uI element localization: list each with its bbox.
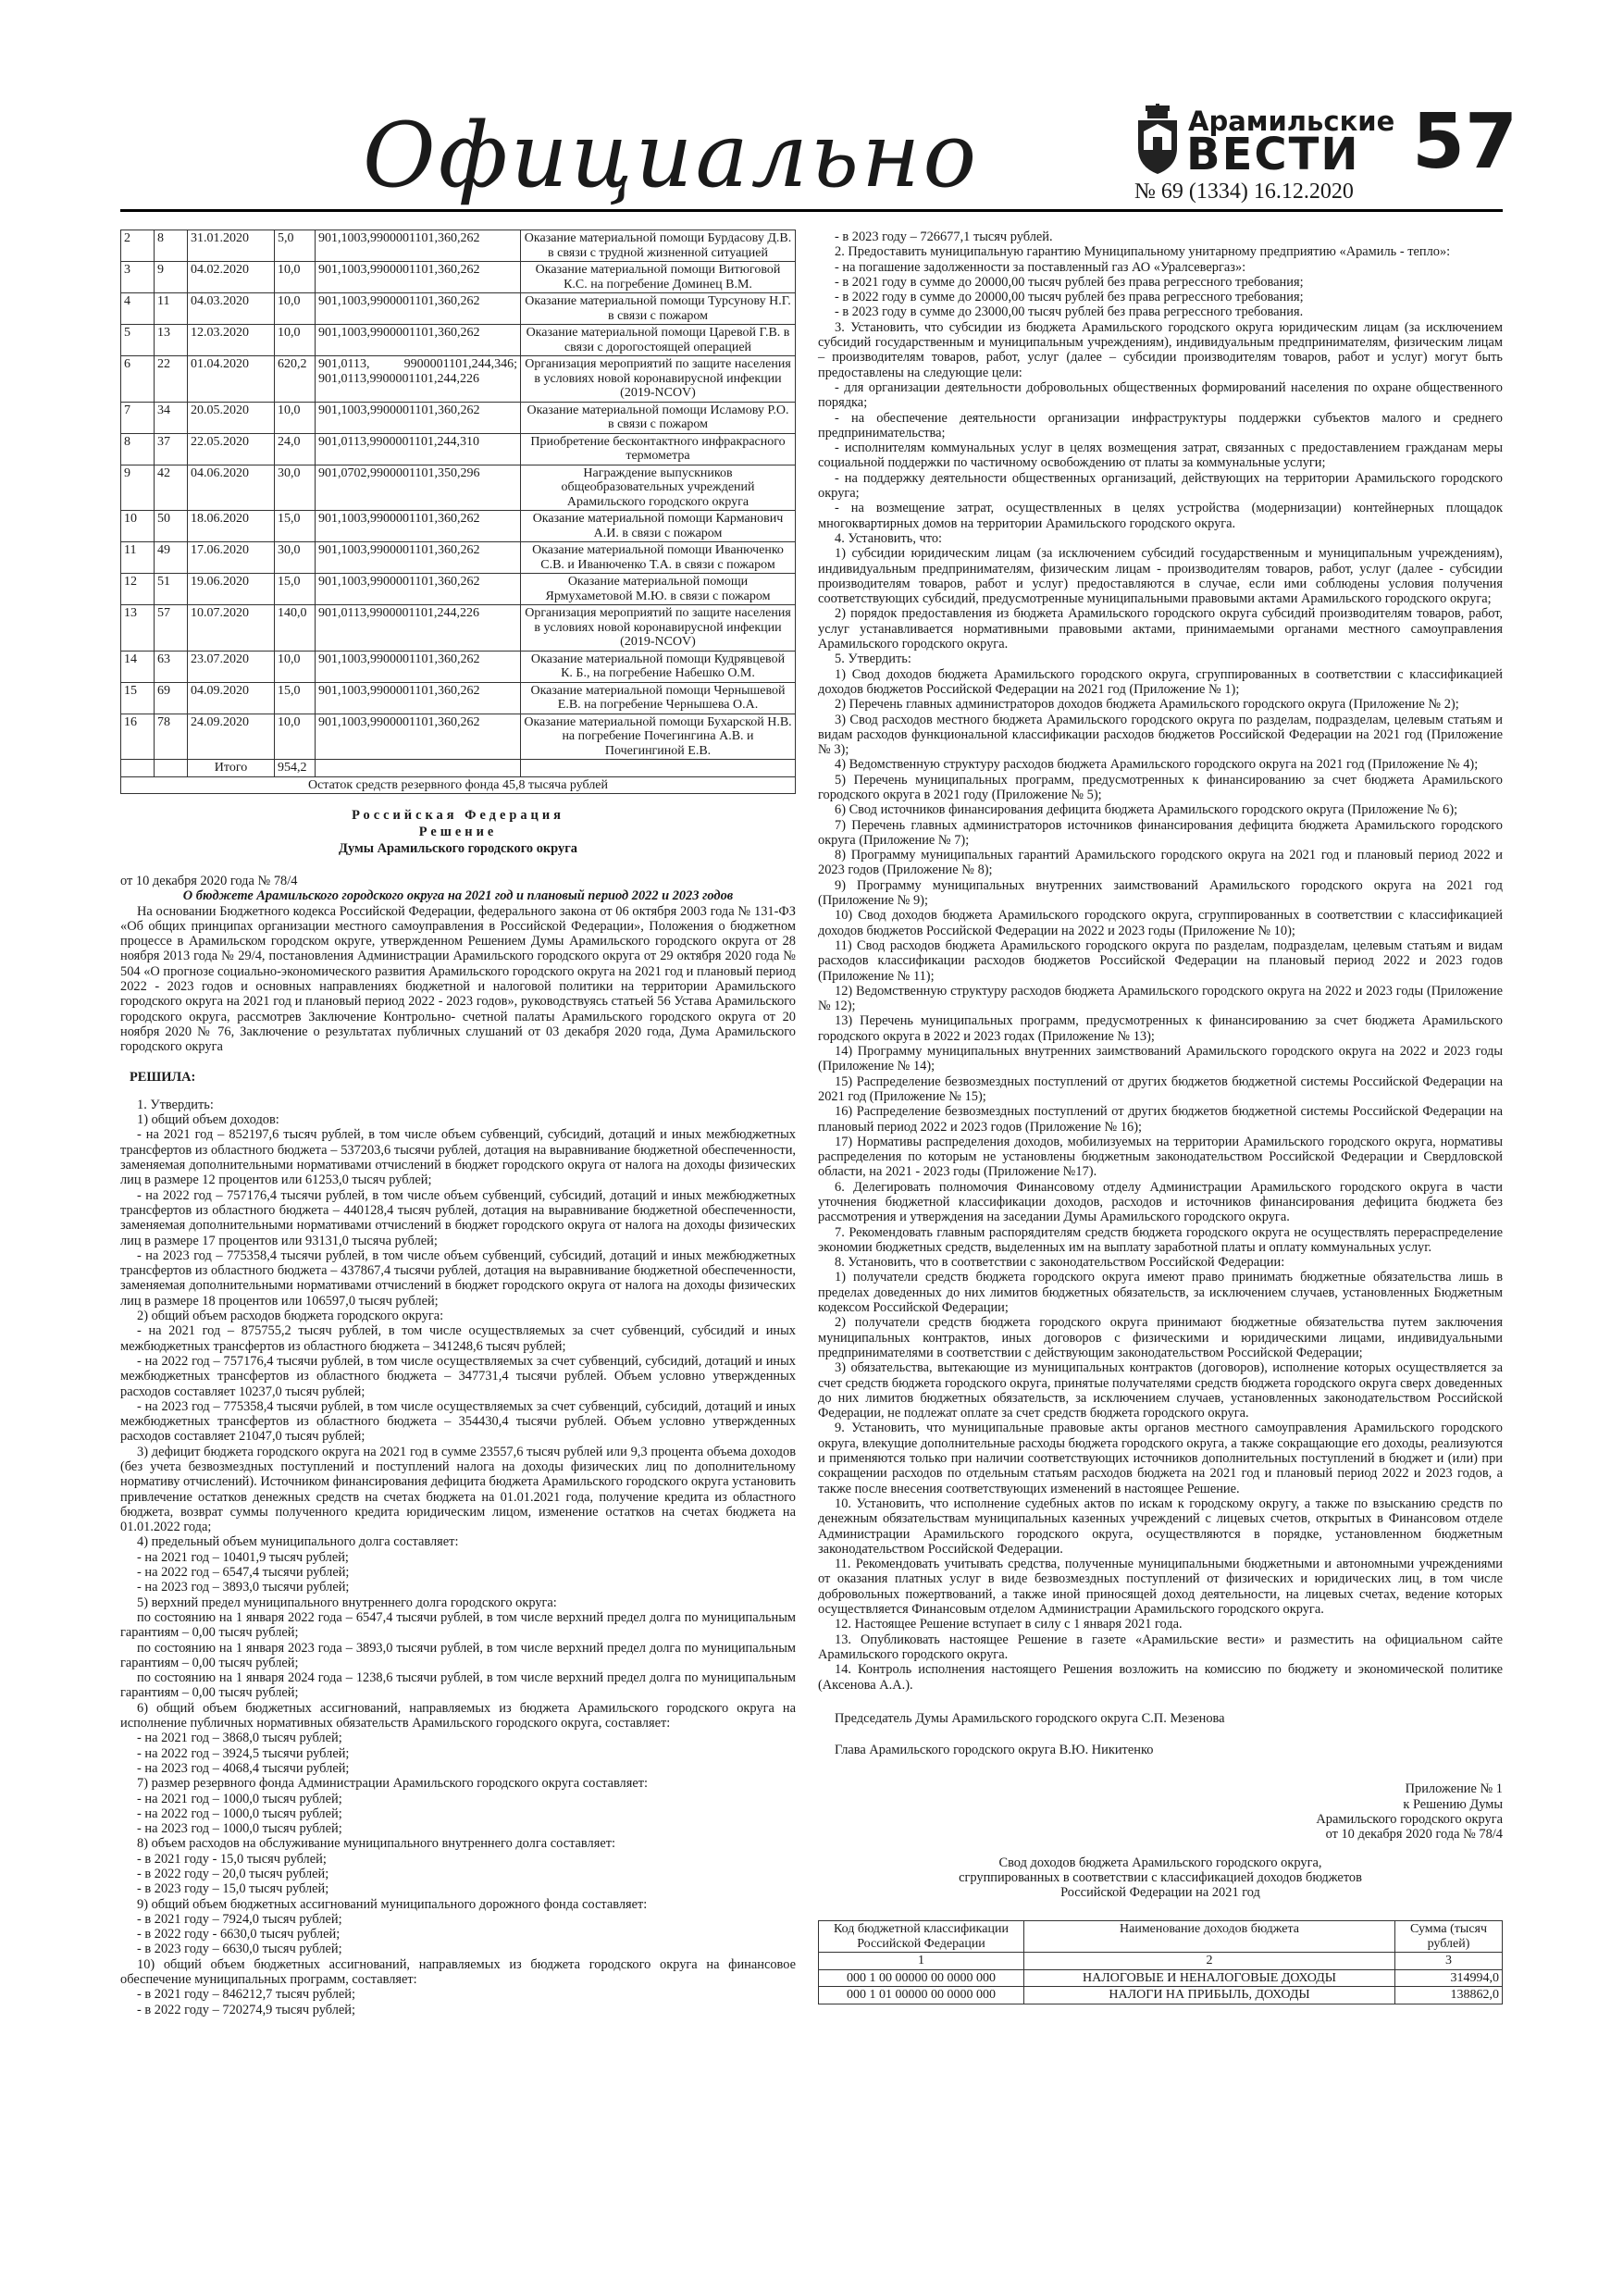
decree-paragraph: по состоянию на 1 января 2022 года – 6547,4 тысячи рублей, в том числе верхний предел долга по муниципальным гарантиям – 0,00 тысяч рублей; <box>120 1609 796 1641</box>
amount: 15,0 <box>275 574 316 605</box>
decree-paragraph: - для организации деятельности добровольных общественных формирований населения по охране общественного порядка; <box>818 379 1503 411</box>
signature-head: Глава Арамильского городского округа В.Ю. Никитенко <box>835 1743 1154 1758</box>
decree-kind: Решение <box>418 825 498 839</box>
income-name: НАЛОГИ НА ПРИБЫЛЬ, ДОХОДЫ <box>1024 1987 1395 2004</box>
decree-paragraph: 3. Установить, что субсидии из бюджета Арамильского городского округа юридическим лицам (за исключением субсидий государственным и муниципальным учреждениям), индивидуальным предпринимателям, физическим лицам – производителям товаров, работ, услуг (далее – субсидии производителям товаров, работ и услуг) могут быть предоставлены на следующие цели: <box>818 319 1503 380</box>
order-number: 34 <box>155 402 188 433</box>
description: Оказание материальной помощи Витюговой К.С. на погребение Доминец В.М. <box>521 262 796 293</box>
budget-code: 901,0113, 9900001101,244,346; 901,0113,9900001101,244,226 <box>316 356 521 403</box>
table-row <box>121 230 796 262</box>
amount: 10,0 <box>275 651 316 682</box>
decree-paragraph: - в 2021 году - 15,0 тысяч рублей; <box>137 1851 327 1867</box>
amount: 10,0 <box>275 262 316 293</box>
decree-paragraph: - в 2021 году в сумме до 20000,00 тысяч рублей без права регрессного требования; <box>835 274 1304 290</box>
budget-code: 901,1003,9900001101,360,262 <box>316 325 521 356</box>
decree-paragraph: - в 2022 году – 20,0 тысяч рублей; <box>137 1867 329 1881</box>
decree-paragraph: - в 2023 году в сумме до 23000,00 тысяч рублей без права регрессного требования. <box>835 304 1304 320</box>
decree-paragraph: - на 2023 год – 775358,4 тысячи рублей, в том числе объем субвенций, субсидий, дотаций и иных межбюджетных трансфертов из областного бюджета – 437867,4 тысячи рублей, дотация на выравнивание бюджетной обеспеченности, заменяемая дополнительными нормативами отчислений в бюджет городского округа от налога на доходы физических лиц в размере 18 процентов или 106597,0 тысяч рублей; <box>120 1247 796 1309</box>
decree-paragraph: - на 2022 год – 757176,4 тысячи рублей, в том числе объем субвенций, субсидий, дотаций и иных межбюджетных трансфертов из областного бюджета – 440128,4 тысяч рублей, дотация на выравнивание бюджетной обеспеченности, заменяемая дополнительными нормативами отчислений в бюджет городского округа от налога на доходы физических лиц в размере 17 процентов или 93131,0 тысяча рублей; <box>120 1187 796 1248</box>
decree-paragraph: - на 2021 год – 875755,2 тысяч рублей, в том числе осуществляемых за счет субвенций, субсидий и иных межбюджетных трансфертов из областного бюджета – 341248,6 тысяч рублей; <box>120 1323 796 1354</box>
description: Оказание материальной помощи Карманович А.И. в связи с пожаром <box>521 511 796 542</box>
decree-paragraph: - на 2022 год – 1000,0 тысяч рублей; <box>137 1806 342 1821</box>
amount: 10,0 <box>275 293 316 325</box>
decree-paragraph: 14) Программу муниципальных внутренних заимствований Арамильского городского округа на 2022 и 2023 годы (Приложение № 14); <box>818 1044 1503 1074</box>
order-date: 04.03.2020 <box>188 293 275 325</box>
order-date: 04.06.2020 <box>188 465 275 511</box>
row-index: 11 <box>121 542 155 574</box>
order-date: 04.09.2020 <box>188 682 275 714</box>
order-date: 18.06.2020 <box>188 511 275 542</box>
decree-paragraph: - исполнителям коммунальных услуг в целях возмещения затрат, связанных с предоставлением гражданам меры социальной поддержки по частичному освобождению от платы за коммунальные услуги; <box>818 441 1503 471</box>
reserve-fund-table <box>120 230 796 794</box>
order-date: 04.02.2020 <box>188 262 275 293</box>
decree-paragraph: 1) получатели средств бюджета городского округа имеют право принимать бюджетные обязательства лишь в пределах доведенных до них лимитов бюджетных обязательств, за исключением случаев, установленных Бюджетным кодексом Российской Федерации; <box>818 1270 1503 1316</box>
budget-code: 901,1003,9900001101,360,262 <box>316 682 521 714</box>
order-number: 57 <box>155 605 188 652</box>
decree-paragraph: 2. Предоставить муниципальную гарантию Муниципальному унитарному предприятию «Арамиль - тепло»: <box>835 244 1451 260</box>
table-row <box>121 325 796 356</box>
amount: 10,0 <box>275 402 316 433</box>
table-row <box>121 465 796 511</box>
budget-code: 901,1003,9900001101,360,262 <box>316 511 521 542</box>
appendix-title-3: Российской Федерации на 2021 год <box>1060 1885 1260 1901</box>
budget-code: 901,1003,9900001101,360,262 <box>316 574 521 605</box>
newspaper-logo <box>1134 104 1395 180</box>
decree-paragraph: 5) верхний предел муниципального внутреннего долга городского округа: <box>137 1595 557 1610</box>
right-column <box>818 230 1503 2004</box>
decree-paragraph: 3) обязательства, вытекающие из муниципальных контрактов (договоров), исполнение которых осуществляется за счет средств бюджета городского округа, принятые получателями средств бюджета городского округа сверх доведенных до них лимитов бюджетных обязательств, за исключением случаев, установленных законодательством Российской Федерации, не подлежат оплате за счет средств бюджета городского округа. <box>818 1360 1503 1421</box>
decree-paragraph: по состоянию на 1 января 2024 года – 1238,6 тысячи рублей, в том числе верхний предел долга по муниципальным гарантиям – 0,00 тысяч рублей; <box>120 1670 796 1701</box>
decree-paragraph: - в 2022 году – 720274,9 тысяч рублей; <box>137 2002 355 2017</box>
amount: 15,0 <box>275 511 316 542</box>
decree-paragraph: 13. Опубликовать настоящее Решение в газете «Арамильские вести» и разместить на официальном сайте Арамильского городского округа. <box>818 1632 1503 1662</box>
fund-remainder: Остаток средств резервного фонда 45,8 тысяча рублей <box>121 776 796 794</box>
decree-paragraph: - на 2021 год – 3868,0 тысяч рублей; <box>137 1731 342 1746</box>
table-total-row <box>121 760 796 777</box>
appendix-title-2: сгруппированных в соответствии с классификацией доходов бюджетов <box>959 1869 1362 1885</box>
decree-resolved: РЕШИЛА: <box>130 1069 196 1085</box>
budget-code: 901,0702,9900001101,350,296 <box>316 465 521 511</box>
amount: 30,0 <box>275 465 316 511</box>
table-row <box>121 402 796 433</box>
decree-paragraph: 4) Ведомственную структуру расходов бюджета Арамильского городского округа на 2021 год (Приложение № 4); <box>835 757 1479 773</box>
decree-paragraph: 1. Утвердить: <box>137 1097 214 1112</box>
table-row <box>121 433 796 465</box>
description: Оказание материальной помощи Чернышевой Е.В. на погребение Чернышева О.А. <box>521 682 796 714</box>
order-number: 51 <box>155 574 188 605</box>
decree-paragraph: 14. Контроль исполнения настоящего Решения возложить на комиссию по бюджету и экономической политике (Аксенова А.А.). <box>818 1662 1503 1693</box>
decree-paragraph: - на 2021 год – 1000,0 тысяч рублей; <box>137 1791 342 1806</box>
logo-subtitle: Арамильские <box>1188 105 1395 137</box>
row-index: 3 <box>121 262 155 293</box>
decree-paragraph: - в 2021 году – 846212,7 тысяч рублей; <box>137 1987 355 2003</box>
decree-paragraph: 9. Установить, что муниципальные правовые акты органов местного самоуправления Арамильского городского округа, влекущие дополнительные расходы бюджета городского округа, а также сокращающие его доходы, реализуются и применяются только при наличии соответствующих источников дополнительных поступлений в бюджет и (или) при сокращении расходов по отдельным статьям расходов бюджета на 2021 год и плановый период 2022 и 2023 годов, а также после внесения соответствующих изменений в настоящее Решение. <box>818 1421 1503 1496</box>
decree-paragraph: 10) Свод доходов бюджета Арамильского городского округа, сгруппированных в соответствии с классификацией доходов бюджетов Российской Федерации на 2022 и 2023 годы (Приложение № 10); <box>818 908 1503 938</box>
order-number: 11 <box>155 293 188 325</box>
order-number: 37 <box>155 433 188 465</box>
appendix-title <box>818 1855 1503 1901</box>
decree-paragraph: - в 2021 году – 7924,0 тысяч рублей; <box>137 1911 342 1927</box>
order-date: 22.05.2020 <box>188 433 275 465</box>
income-sum: 138862,0 <box>1395 1987 1503 2004</box>
appendix-title-1: Свод доходов бюджета Арамильского городского округа, <box>998 1855 1322 1870</box>
order-number: 50 <box>155 511 188 542</box>
header-rule <box>120 209 1503 212</box>
decree-paragraph: 6) общий объем бюджетных ассигнований, направляемых из бюджета Арамильского городского округа на исполнение публичных нормативных обязательств Арамильского городского округа, составляет: <box>120 1700 796 1731</box>
decree-paragraph: 2) порядок предоставления из бюджета Арамильского городского округа субсидий производителям товаров, работ, услуг устанавливается нормативными правовыми актами, принимаемыми органами местного самоуправления Арамильского городского округа. <box>818 606 1503 652</box>
decree-paragraph: 9) Программу муниципальных внутренних заимствований Арамильского городского округа на 2021 год (Приложение № 9); <box>818 877 1503 909</box>
decree-paragraph: 2) Перечень главных администраторов доходов бюджета Арамильского городского округа (Приложение № 2); <box>835 697 1459 713</box>
row-index: 2 <box>121 230 155 262</box>
order-date: 24.09.2020 <box>188 714 275 760</box>
table-row <box>121 605 796 652</box>
amount: 10,0 <box>275 325 316 356</box>
table-row <box>121 356 796 403</box>
income-header-sum: Сумма (тысяч рублей) <box>1395 1921 1503 1953</box>
decree-paragraph: - на 2021 год – 852197,6 тысяч рублей, в том числе объем субвенций, субсидий, дотаций и иных межбюджетных трансфертов из областного бюджета – 537203,6 тысячи рублей, дотация на выравнивание бюджетной обеспеченности, заменяемая дополнительными нормативами отчислений в бюджет городского округа от налога на доходы физических лиц в размере 12 процентов или 61253,0 тысяч рублей; <box>120 1127 796 1188</box>
decree-paragraph: - на погашение задолженности за поставленный газ АО «Уралсевергаз»: <box>835 259 1246 275</box>
decree-paragraph: 10) общий объем бюджетных ассигнований, направляемых из бюджета городского округа на финансовое обеспечение муниципальных программ, составляет: <box>120 1956 796 1988</box>
table-row <box>121 714 796 760</box>
amount: 30,0 <box>275 542 316 574</box>
decree-paragraph: 12. Настоящее Решение вступает в силу с 1 января 2021 года. <box>835 1617 1183 1632</box>
issue-number: № 69 (1334) 16.12.2020 <box>1134 180 1354 204</box>
decree-paragraph: 16) Распределение безвозмездных поступлений от других бюджетов бюджетной системы Российской Федерации на плановый период 2022 и 2023 годов (Приложение № 16); <box>818 1104 1503 1135</box>
description: Оказание материальной помощи Бухарской Н.В. на погребение Почегингина А.В. и Почегингиной Е.В. <box>521 714 796 760</box>
decree-paragraph: 6. Делегировать полномочия Финансовому отделу Администрации Арамильского городского округа в части уточнения бюджетной классификации доходов, расходов и источников финансирования дефицита бюджета без рассмотрения и утверждения на заседании Думы Арамильского городского округа. <box>818 1179 1503 1225</box>
decree-paragraph: - на 2023 год – 4068,4 тысячи рублей; <box>137 1760 350 1776</box>
decree-paragraph: - на 2023 год – 3893,0 тысячи рублей; <box>137 1580 350 1595</box>
decree-paragraph: 8) объем расходов на обслуживание муниципального внутреннего долга составляет: <box>137 1836 616 1852</box>
budget-code: 901,1003,9900001101,360,262 <box>316 262 521 293</box>
description: Оказание материальной помощи Исламову Р.О. в связи с пожаром <box>521 402 796 433</box>
total-value: 954,2 <box>275 760 316 777</box>
amount: 140,0 <box>275 605 316 652</box>
decree-paragraph: - на 2023 год – 1000,0 тысяч рублей; <box>137 1821 342 1837</box>
decree-paragraph: 4. Установить, что: <box>835 530 943 546</box>
decree-paragraph: 7. Рекомендовать главным распорядителям средств бюджета городского округа не осуществлять перераспределение экономии бюджетных средств, выделенных им на выплату заработной платы и оплату коммунальных услуг. <box>818 1224 1503 1255</box>
decree-date: от 10 декабря 2020 года № 78/4 <box>120 874 298 888</box>
decree-paragraph: - на обеспечение деятельности организации инфраструктуры поддержки субъектов малого и среднего предпринимательства; <box>818 410 1503 441</box>
row-index: 6 <box>121 356 155 403</box>
decree-paragraph: 2) получатели средств бюджета городского округа принимают бюджетные обязательства путем заключения муниципальных контрактов, иных договоров с физическими и юридическими лицами, индивидуальными предпринимателями в соответствии с действующим законодательством Российской Федерации; <box>818 1315 1503 1360</box>
budget-code: 901,0113,9900001101,244,310 <box>316 433 521 465</box>
decree-paragraph: 1) общий объем доходов: <box>137 1112 279 1128</box>
decree-title: О бюджете Арамильского городского округа на 2021 год и плановый период 2022 и 2023 годов <box>182 888 734 904</box>
budget-code: 901,1003,9900001101,360,262 <box>316 230 521 262</box>
row-index: 12 <box>121 574 155 605</box>
decree-paragraph: 6) Свод источников финансирования дефицита бюджета Арамильского городского округа (Приложение № 6); <box>835 802 1458 818</box>
appendix-line-2: к Решению Думы <box>1403 1796 1503 1812</box>
coat-of-arms-icon <box>1134 104 1181 176</box>
income-col-number: 2 <box>1024 1953 1395 1970</box>
row-index: 4 <box>121 293 155 325</box>
decree-paragraph: 5) Перечень муниципальных программ, предусмотренных к финансированию за счет бюджета Арамильского городского округа в 2021 году (Приложение № 5); <box>818 772 1503 802</box>
decree-paragraph: 13) Перечень муниципальных программ, предусмотренных к финансированию за счет бюджета Арамильского городского округа в 2022 и 2023 годах (Приложение № 13); <box>818 1013 1503 1044</box>
order-date: 01.04.2020 <box>188 356 275 403</box>
decree-paragraph: 17) Нормативы распределения доходов, мобилизуемых на территории Арамильского городского округа, нормативы распределения по которым не установлены бюджетным законодательством Российской Федерации и Свердловской области, на 2021 - 2023 годы (Приложение №17). <box>818 1134 1503 1180</box>
description: Оказание материальной помощи Царевой Г.В. в связи с дорогостоящей операцией <box>521 325 796 356</box>
amount: 24,0 <box>275 433 316 465</box>
amount: 10,0 <box>275 714 316 760</box>
decree-heading <box>120 807 796 857</box>
amount: 15,0 <box>275 682 316 714</box>
income-code: 000 1 01 00000 00 0000 000 <box>819 1987 1024 2004</box>
order-date: 20.05.2020 <box>188 402 275 433</box>
amount: 5,0 <box>275 230 316 262</box>
amount: 620,2 <box>275 356 316 403</box>
income-col-number: 3 <box>1395 1953 1503 1970</box>
income-col-number: 1 <box>819 1953 1024 1970</box>
row-index: 14 <box>121 651 155 682</box>
order-number: 78 <box>155 714 188 760</box>
row-index: 9 <box>121 465 155 511</box>
decree-paragraph: 5. Утвердить: <box>835 652 911 667</box>
income-code: 000 1 00 00000 00 0000 000 <box>819 1969 1024 1987</box>
table-row <box>121 682 796 714</box>
budget-code: 901,1003,9900001101,360,262 <box>316 542 521 574</box>
decree-country: Российская Федерация <box>352 808 564 823</box>
budget-code: 901,1003,9900001101,360,262 <box>316 293 521 325</box>
decree-paragraph: 7) Перечень главных администраторов источников финансирования дефицита бюджета Арамильского городского округа (Приложение № 7); <box>818 817 1503 848</box>
description: Оказание материальной помощи Бурдасову Д.В. в связи с трудной жизненной ситуацией <box>521 230 796 262</box>
income-table-row <box>819 1987 1503 2004</box>
section-title: Официально <box>363 104 980 207</box>
order-number: 8 <box>155 230 188 262</box>
table-row <box>121 574 796 605</box>
description: Оказание материальной помощи Иванюченко С.В. и Иванюченко Т.А. в связи с пожаром <box>521 542 796 574</box>
decree-paragraph: - на 2021 год – 10401,9 тысяч рублей; <box>137 1549 349 1565</box>
decree-paragraph: - в 2022 году в сумме до 20000,00 тысяч рублей без права регрессного требования; <box>835 290 1304 305</box>
description: Организация мероприятий по защите населения в условиях новой коронавирусной инфекции (2019-NCOV) <box>521 605 796 652</box>
appendix-line-3: Арамильского городского округа <box>1316 1811 1503 1827</box>
income-header-code: Код бюджетной классификации Российской Федерации <box>819 1921 1024 1953</box>
decree-preamble: На основании Бюджетного кодекса Российской Федерации, федерального закона от 06 октября 2003 года № 131-ФЗ «Об общих принципах организации местного самоуправления в Российской Федерации», Положения о бюджетном процессе в Арамильском городском округе, утвержденном Решением Думы Арамильского городского округа от 28 ноября 2013 года № 29/4, постановления Администрации Арамильского городского округа от 29 октября 2020 года № 504 «О прогнозе социально-экономического развития Арамильского городского округа на 2021 год и плановый период 2022 - 2023 годов и основных направлениях бюджетной и налоговой политики на территории Арамильского городского округа на 2021 год и плановый период 2022 - 2023 годов», руководствуясь статьей 56 Устава Арамильского городского округа, рассмотрев Заключение Контрольно- счетной палаты Арамильского городского округа от 20 ноября 2020 № 76, Заключение о результатах публичных слушаний от 03 декабря 2020 года, Дума Арамильского городского округа <box>120 903 796 1055</box>
order-number: 9 <box>155 262 188 293</box>
decree-paragraph: - в 2023 году – 726677,1 тысяч рублей. <box>835 230 1053 244</box>
decree-paragraph: 11. Рекомендовать учитывать средства, полученные муниципальными бюджетными и автономными учреждениями от оказания платных услуг в виде безвозмездных поступлений от физических и юридических лиц, в том числе добровольных пожертвований, а также иной приносящей доход деятельности, на лицевых счетах, ведение которых осуществляется Финансовым отделом Администрации Арамильского городского округа. <box>818 1557 1503 1618</box>
description: Приобретение бесконтактного инфракрасного термометра <box>521 433 796 465</box>
decree-paragraph: 8. Установить, что в соответствии с законодательством Российской Федерации: <box>835 1255 1285 1271</box>
table-row <box>121 262 796 293</box>
decree-body: Думы Арамильского городского округа <box>339 841 577 856</box>
decree-paragraph: 7) размер резервного фонда Администрации Арамильского городского округа составляет: <box>137 1776 649 1792</box>
appendix-line-4: от 10 декабря 2020 года № 78/4 <box>1325 1827 1503 1843</box>
order-number: 42 <box>155 465 188 511</box>
description: Оказание материальной помощи Турсунову Н.Г. в связи с пожаром <box>521 293 796 325</box>
order-date: 31.01.2020 <box>188 230 275 262</box>
decree-paragraph: 11) Свод расходов бюджета Арамильского городского округа по разделам, подразделам, целевым статьям и видам расходов классификации расходов бюджетов Российской Федерации на плановый период 2022 и 2023 годов (Приложение № 11); <box>818 937 1503 984</box>
decree-paragraph: 1) субсидии юридическим лицам (за исключением субсидий государственным и муниципальным учреждениям), индивидуальным предпринимателям, физическим лицам - производителям товаров, работ, услуг (далее - субсидии производителям товаров, работ и услуг) предоставляются в случае, если ими соблюдены условия получения соответствующих субсидий, предусмотренные муниципальными правовыми актами Арамильского городского округа; <box>818 546 1503 607</box>
order-number: 69 <box>155 682 188 714</box>
decree-paragraph: - в 2022 году - 6630,0 тысяч рублей; <box>137 1927 341 1942</box>
income-table <box>818 1920 1503 2004</box>
description: Оказание материальной помощи Ярмухаметовой М.Ю. в связи с пожаром <box>521 574 796 605</box>
order-date: 12.03.2020 <box>188 325 275 356</box>
decree-paragraph: 1) Свод доходов бюджета Арамильского городского округа, сгруппированных в соответствии с классификацией доходов бюджетов Российской Федерации на 2021 год (Приложение № 1); <box>818 666 1503 697</box>
decree-paragraph: 8) Программу муниципальных гарантий Арамильского городского округа на 2021 год и плановый период 2022 и 2023 годов (Приложение № 8); <box>818 848 1503 878</box>
row-index: 5 <box>121 325 155 356</box>
order-date: 17.06.2020 <box>188 542 275 574</box>
decree-paragraph: 3) Свод расходов местного бюджета Арамильского городского округа по разделам, подразделам, целевым статьям и видам расходов функциональной классификации расходов бюджетов Российской Федерации на 2021 год (Приложение № 3); <box>818 712 1503 758</box>
decree-paragraph: - в 2023 году – 6630,0 тысяч рублей; <box>137 1942 342 1957</box>
income-table-numbers <box>819 1953 1503 1970</box>
decree-paragraph: - на поддержку деятельности общественных организаций, действующих на территории Арамильского городского округа; <box>818 470 1503 502</box>
row-index: 16 <box>121 714 155 760</box>
left-column <box>120 230 796 2017</box>
order-date: 19.06.2020 <box>188 574 275 605</box>
total-label: Итого <box>188 760 275 777</box>
page-number: 57 <box>1412 98 1518 186</box>
income-sum: 314994,0 <box>1395 1969 1503 1987</box>
table-row <box>121 293 796 325</box>
budget-code: 901,0113,9900001101,244,226 <box>316 605 521 652</box>
decree-left-items <box>120 1098 796 2017</box>
decree-paragraph: - в 2023 году – 15,0 тысяч рублей; <box>137 1881 329 1897</box>
decree-paragraph: по состоянию на 1 января 2023 года – 3893,0 тысячи рублей, в том числе верхний предел долга по муниципальным гарантиям – 0,00 тысяч рублей; <box>120 1640 796 1670</box>
order-date: 23.07.2020 <box>188 651 275 682</box>
table-row <box>121 511 796 542</box>
decree-paragraph: - на 2022 год – 6547,4 тысячи рублей; <box>137 1565 350 1581</box>
decree-paragraph: 9) общий объем бюджетных ассигнований муниципального дорожного фонда составляет: <box>137 1896 648 1912</box>
logo-title: ВЕСТИ <box>1186 129 1360 180</box>
order-number: 49 <box>155 542 188 574</box>
description: Оказание материальной помощи Кудрявцевой К. Б., на погребение Набешко О.М. <box>521 651 796 682</box>
order-number: 13 <box>155 325 188 356</box>
row-index: 13 <box>121 605 155 652</box>
decree-paragraph: - на 2022 год – 3924,5 тысячи рублей; <box>137 1745 350 1761</box>
income-header-name: Наименование доходов бюджета <box>1024 1921 1395 1953</box>
table-row <box>121 542 796 574</box>
decree-paragraph: - на 2023 год – 775358,4 тысячи рублей, в том числе осуществляемых за счет субвенций, субсидий, дотаций и иных межбюджетных трансфертов из областного бюджета – 354430,4 тысячи рублей. Объем условно утвержденных расходов составляет 21047,0 тысяч рублей; <box>120 1398 796 1445</box>
row-index: 15 <box>121 682 155 714</box>
order-date: 10.07.2020 <box>188 605 275 652</box>
income-table-row <box>819 1969 1503 1987</box>
budget-code: 901,1003,9900001101,360,262 <box>316 402 521 433</box>
budget-code: 901,1003,9900001101,360,262 <box>316 714 521 760</box>
order-number: 63 <box>155 651 188 682</box>
decree-paragraph: 12) Ведомственную структуру расходов бюджета Арамильского городского округа на 2022 и 2023 годы (Приложение № 12); <box>818 983 1503 1014</box>
decree-paragraph: - на возмещение затрат, осуществленных в целях устройства (модернизации) контейнерных площадок многоквартирных домов на территории Арамильского городского округа. <box>818 501 1503 531</box>
table-row <box>121 651 796 682</box>
decree-paragraph: 3) дефицит бюджета городского округа на 2021 год в сумме 23557,6 тысяч рублей или 9,3 процента объема доходов (без учета безвозмездных поступлений и поступлений налога на доходы физических лиц по дополнительному нормативу отчислений). Источником финансирования дефицита бюджета Арамильского городского округа установить привлечение остатков денежных средств на счетах бюджета на 01.01.2021 года, получение кредита из областного бюджета, возврат суммы полученного кредита юридическим лицом, изменение остатков на счетах бюджета на 01.01.2022 года; <box>120 1444 796 1535</box>
appendix-line-1: Приложение № 1 <box>1405 1781 1503 1797</box>
income-name: НАЛОГОВЫЕ И НЕНАЛОГОВЫЕ ДОХОДЫ <box>1024 1969 1395 1987</box>
order-number: 22 <box>155 356 188 403</box>
appendix-header <box>818 1781 1503 1842</box>
row-index: 8 <box>121 433 155 465</box>
decree-paragraph: 10. Установить, что исполнение судебных актов по искам к городскому округу, а также по взысканию средств по денежным обязательствам муниципальных казенных учреждений с лицевых счетов, открытых в Финансовом отделе Администрации Арамильского городского округа, осуществляются в порядке, установленном бюджетным законодательством Российской Федерации. <box>818 1496 1503 1557</box>
decree-paragraph: 15) Распределение безвозмездных поступлений от других бюджетов бюджетной системы Российской Федерации на 2021 год (Приложение № 15); <box>818 1074 1503 1104</box>
row-index: 10 <box>121 511 155 542</box>
decree-right-items <box>818 230 1503 1693</box>
decree-paragraph: 4) предельный объем муниципального долга составляет: <box>137 1534 459 1550</box>
description: Награждение выпускников общеобразовательных учреждений Арамильского городского округа <box>521 465 796 511</box>
description: Организация мероприятий по защите населения в условиях новой коронавирусной инфекции (2019-NCOV) <box>521 356 796 403</box>
signature-chairman: Председатель Думы Арамильского городского округа С.П. Мезенова <box>835 1710 1225 1726</box>
decree-paragraph: - на 2022 год – 757176,4 тысячи рублей, в том числе осуществляемых за счет субвенций, субсидий, дотаций и иных межбюджетных трансфертов из областного бюджета – 347731,4 тысячи рублей. Объем условно утвержденных расходов составляет 10237,0 тысяч рублей; <box>120 1353 796 1399</box>
income-table-header <box>819 1921 1503 1953</box>
decree-paragraph: 2) общий объем расходов бюджета городского округа: <box>137 1309 444 1324</box>
row-index: 7 <box>121 402 155 433</box>
budget-code: 901,1003,9900001101,360,262 <box>316 651 521 682</box>
